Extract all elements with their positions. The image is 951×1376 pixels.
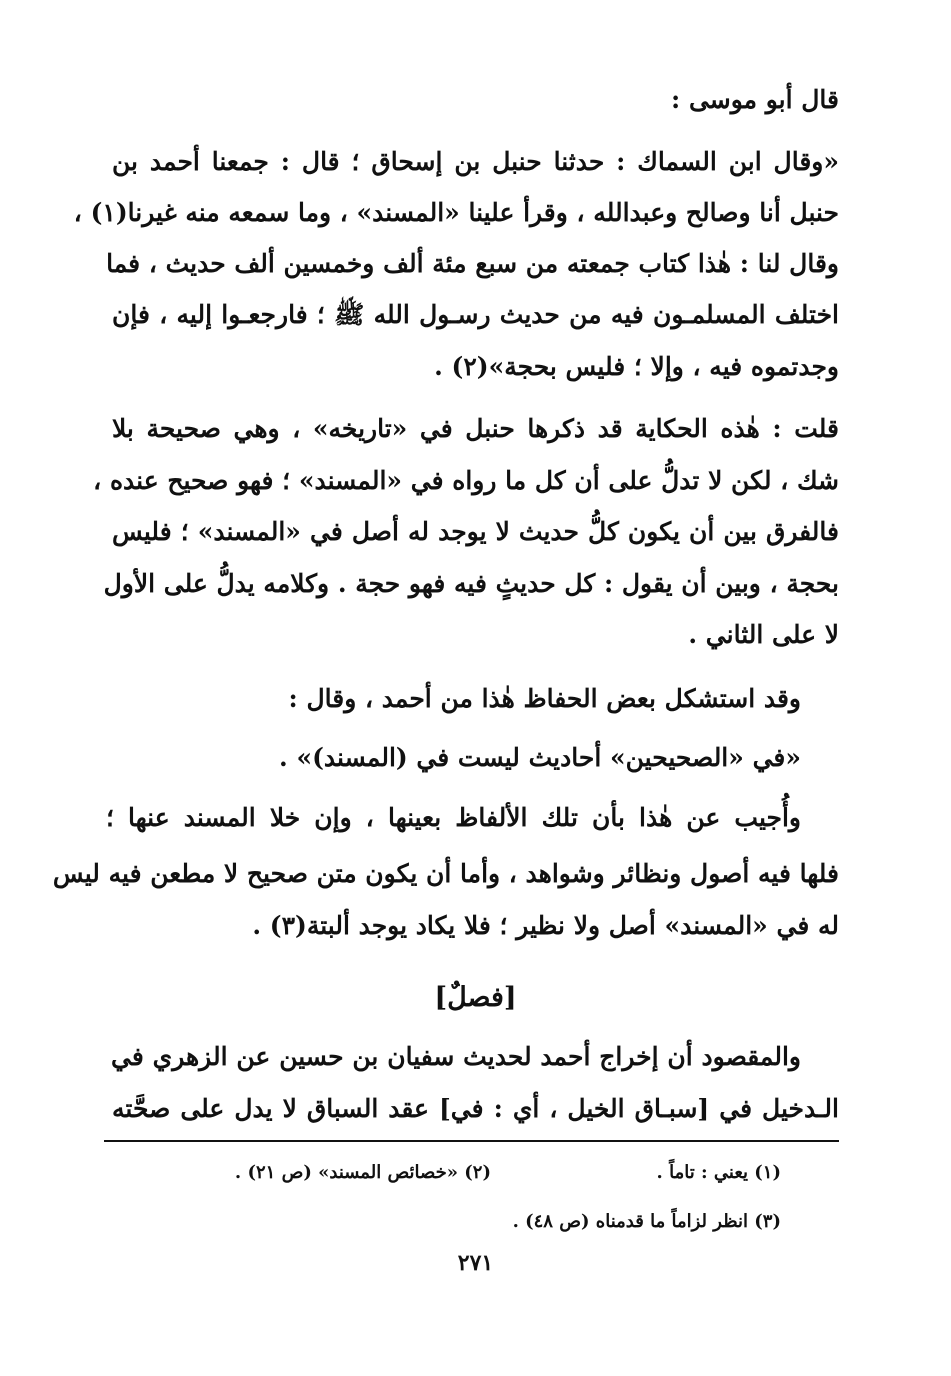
- text-line-13: «في «الصحيحين» أحاديث ليست في (المسند)» .: [279, 743, 801, 772]
- text-line-14: وأُجيب عن هٰذا بأن تلك الألفاظ بعينها ، وإن خلا المسند عنها ؛: [106, 803, 801, 832]
- text-line-7: قلت : هٰذه الحكاية قد ذكرها حنبل في «تاريخه» ، وهي صحيحة بلا: [112, 414, 839, 443]
- footnote-3: (٣) انظر لزاماً ما قدمناه (ص ٤٨) .: [512, 1211, 781, 1232]
- footnote-2: (٢) «خصائص المسند» (ص ٢١) .: [234, 1162, 491, 1183]
- text-line-2: «وقال ابن السماك : حدثنا حنبل بن إسحاق ؛ قال : جمعنا أحمد بن: [112, 147, 839, 176]
- text-line-17: والمقصود أن إخراج أحمد لحديث سفيان بن حسين عن الزهري في: [111, 1042, 801, 1071]
- text-line-16: له في «المسند» أصل ولا نظير ؛ فلا يكاد يوجد ألبتة(٣) .: [252, 911, 839, 940]
- text-line-8: شك ، لكن لا تدلُّ على أن كل ما رواه في «المسند» ؛ فهو صحيح عنده ،: [93, 466, 839, 495]
- page-number: ٢٧١: [457, 1250, 494, 1276]
- footnote-1: (١) يعني : تاماً .: [656, 1162, 781, 1183]
- text-line-3: حنبل أنا وصالح وعبدالله ، وقرأ علينا «المسند» ، وما سمعه منه غيرنا(١) ،: [73, 198, 839, 227]
- text-line-1: قال أبو موسى :: [671, 85, 839, 114]
- text-line-18: الـدخيل في [سبـاق الخيل ، أي : في] عقد السباق لا يدل على صحَّته: [112, 1094, 839, 1123]
- text-line-4: وقال لنا : هٰذا كتاب جمعته من سبع مئة ألف وخمسين ألف حديث ، فما: [106, 249, 839, 278]
- section-heading: [فصلٌ]: [434, 982, 517, 1013]
- text-line-12: وقد استشكل بعض الحفاظ هٰذا من أحمد ، وقال :: [288, 684, 801, 713]
- text-line-9: فالفرق بين أن يكون كلُّ حديث لا يوجد له أصل في «المسند» ؛ فليس: [112, 517, 839, 546]
- text-line-15: فلها فيه أصول ونظائر وشواهد ، وأما أن يكون متن صحيح لا مطعن فيه ليس: [52, 859, 839, 888]
- text-line-5: اختلف المسلمـون فيه من حديث رسـول الله ﷺ ؛ فارجعـوا إليه ، فإن: [112, 300, 839, 329]
- text-line-10: بحجة ، وبين أن يقول : كل حديثٍ فيه فهو حجة . وكلامه يدلُّ على الأول: [103, 569, 839, 598]
- text-line-11: لا على الثاني .: [688, 620, 839, 649]
- footnote-divider: [104, 1140, 839, 1142]
- text-line-6: وجدتموه فيه ، وإلا ؛ فليس بحجة»(٢) .: [434, 352, 839, 381]
